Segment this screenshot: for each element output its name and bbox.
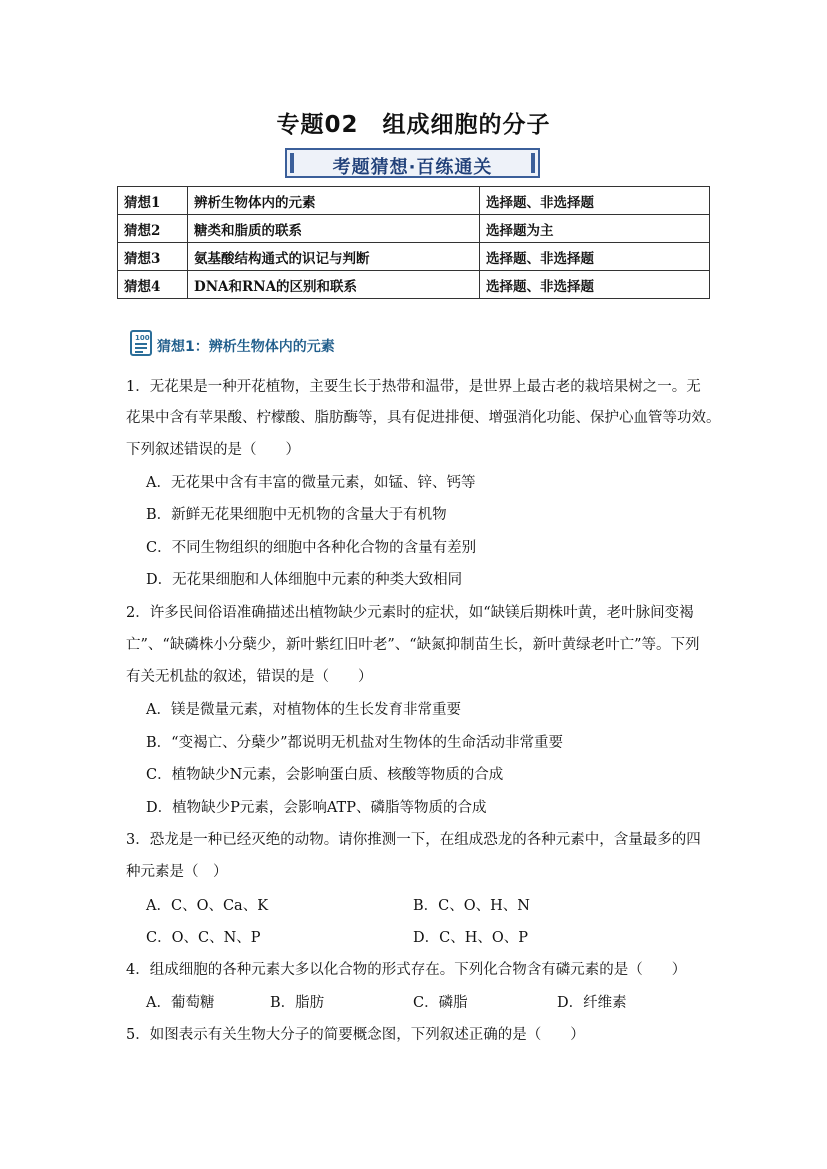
- q2-option-b: B．“变褐亡、分蘖少”都说明无机盐对生物体的生命活动非常重要: [146, 735, 563, 751]
- table-cell: 糖类和脂质的联系: [188, 215, 480, 243]
- table-cell: DNA和RNA的区别和联系: [188, 271, 480, 299]
- table-row: [118, 187, 710, 215]
- q2-line: 亡”、“缺磷株小分蘖少，新叶紫红旧叶老”、“缺氮抑制苗生长，新叶黄绿老叶亡”等。下列: [126, 637, 700, 653]
- q4-option-a: A．葡萄糖: [146, 995, 215, 1011]
- table-cell: 氨基酸结构通式的识记与判断: [188, 243, 480, 271]
- q1-line: 1．无花果是一种开花植物，主要生长于热带和温带，是世界上最古老的栽培果树之一。无: [126, 379, 701, 395]
- q4-option-d: D．纤维素: [557, 995, 627, 1011]
- table-cell: 选择题、非选择题: [480, 243, 710, 271]
- banner-text: 考题猜想·百练通关: [332, 157, 493, 178]
- q2-line: 2．许多民间俗语准确描述出植物缺少元素时的症状，如“缺镁后期株叶黄，老叶脉间变褐: [126, 605, 694, 621]
- section-label: 猜想1：辨析生物体内的元素: [157, 339, 335, 355]
- guess-table: [117, 186, 710, 299]
- q4-line: 4．组成细胞的各种元素大多以化合物的形式存在。下列化合物含有磷元素的是（ ）: [126, 962, 687, 978]
- table-cell: 猜想3: [118, 243, 188, 271]
- q3-option-a: A．C、O、Ca、K: [146, 898, 269, 914]
- q1-option-d: D．无花果细胞和人体细胞中元素的种类大致相同: [146, 572, 463, 588]
- table-cell: 辨析生物体内的元素: [188, 187, 480, 215]
- page-title: 专题02 组成细胞的分子: [276, 112, 551, 138]
- table-cell: 猜想2: [118, 215, 188, 243]
- q1-option-b: B．新鲜无花果细胞中无机物的含量大于有机物: [146, 507, 447, 523]
- q3-option-c: C．O、C、N、P: [146, 930, 261, 946]
- checklist-icon: [130, 330, 152, 356]
- table-cell: 选择题、非选择题: [480, 271, 710, 299]
- q3-line: 种元素是（ ）: [126, 864, 228, 880]
- q4-option-c: C．磷脂: [413, 995, 468, 1011]
- q4-option-b: B．脂肪: [270, 995, 325, 1011]
- table-row: [118, 243, 710, 271]
- icon-text: 100: [135, 334, 150, 342]
- table-cell: 选择题、非选择题: [480, 187, 710, 215]
- q2-line: 有关无机盐的叙述，错误的是（ ）: [126, 669, 373, 685]
- q3-option-b: B．C、O、H、N: [413, 898, 530, 914]
- q1-line: 下列叙述错误的是（ ）: [126, 442, 300, 458]
- q1-option-c: C．不同生物组织的细胞中各种化合物的含量有差别: [146, 540, 477, 556]
- q3-option-d: D．C、H、O、P: [413, 930, 529, 946]
- table-cell: 猜想4: [118, 271, 188, 299]
- table-row: [118, 215, 710, 243]
- q1-line: 花果中含有苹果酸、柠檬酸、脂肪酶等，具有促进排便、增强消化功能、保护心血管等功效。: [126, 410, 721, 426]
- q3-line: 3．恐龙是一种已经灭绝的动物。请你推测一下，在组成恐龙的各种元素中，含量最多的四: [126, 832, 701, 848]
- table-cell: 猜想1: [118, 187, 188, 215]
- q1-option-a: A．无花果中含有丰富的微量元素，如锰、锌、钙等: [146, 475, 476, 491]
- table-cell: 选择题为主: [480, 215, 710, 243]
- q5-line: 5．如图表示有关生物大分子的简要概念图，下列叙述正确的是（ ）: [126, 1027, 585, 1043]
- section-banner: [285, 148, 540, 178]
- q2-option-a: A．镁是微量元素，对植物体的生长发育非常重要: [146, 702, 461, 718]
- q2-option-d: D．植物缺少P元素，会影响ATP、磷脂等物质的合成: [146, 800, 487, 816]
- table-row: [118, 271, 710, 299]
- q2-option-c: C．植物缺少N元素，会影响蛋白质、核酸等物质的合成: [146, 767, 504, 783]
